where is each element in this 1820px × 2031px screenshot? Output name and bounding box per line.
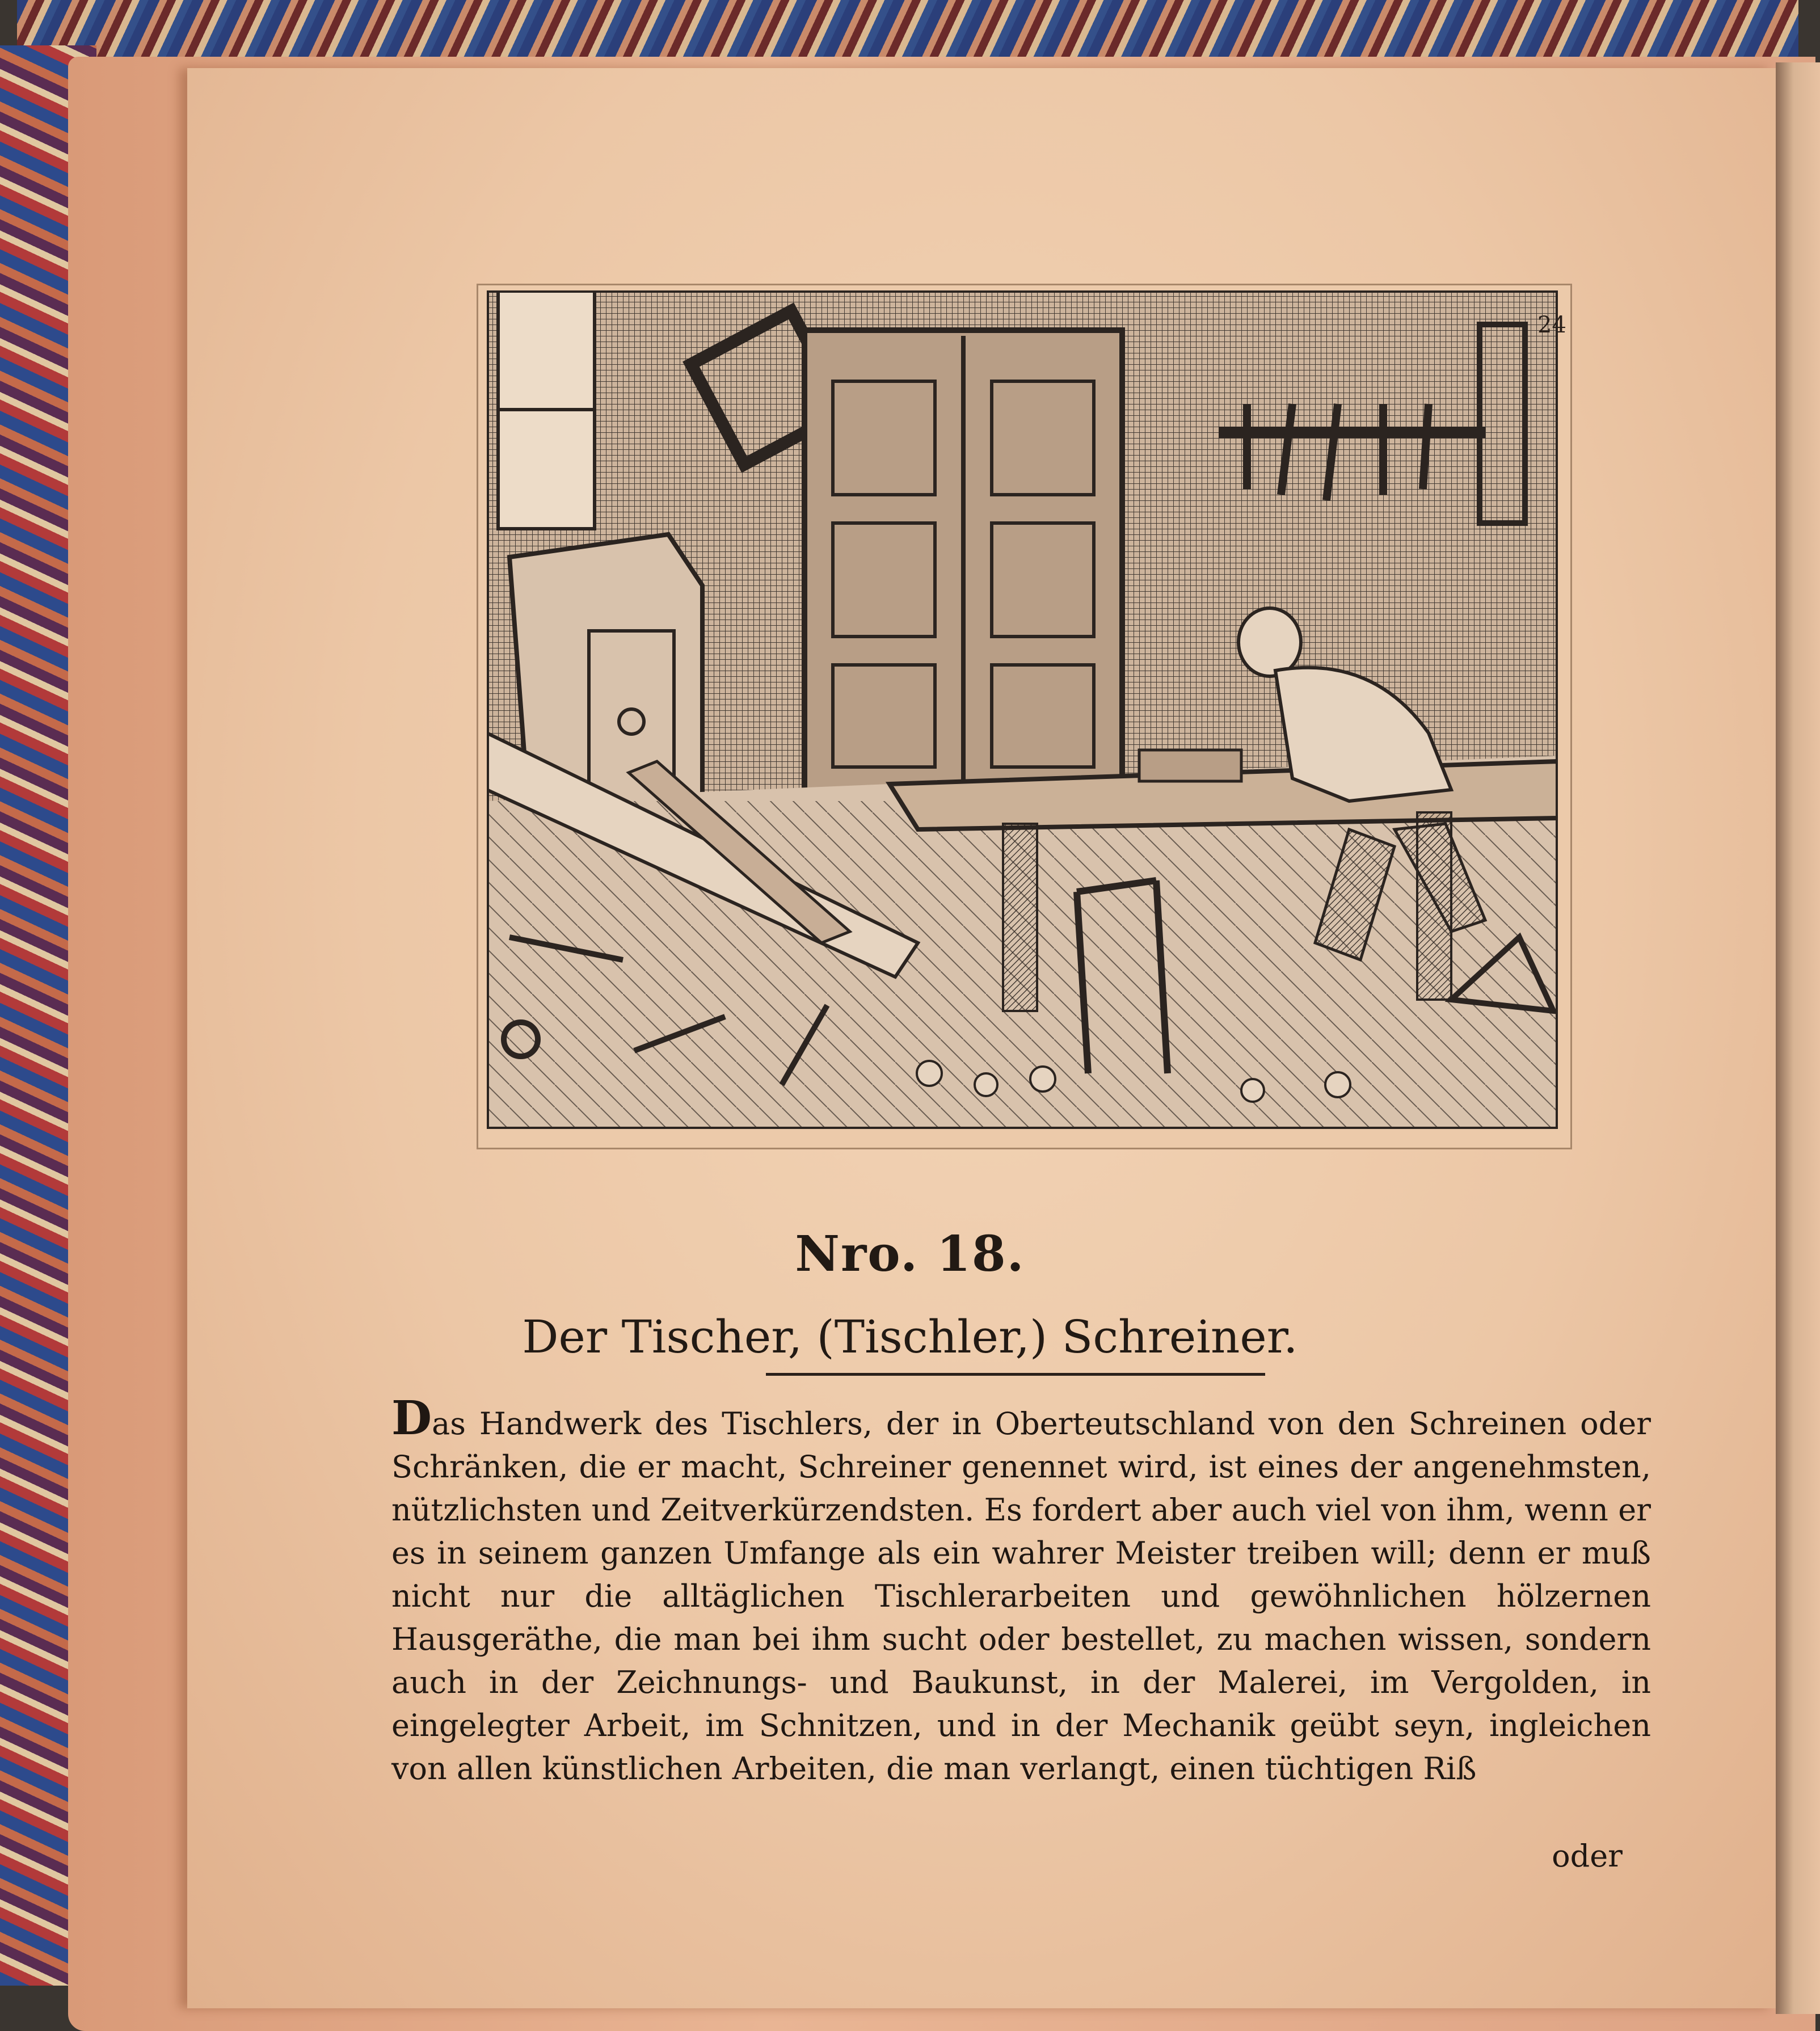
paragraph-text: as Handwerk des Tischlers, der in Oberteutschland von den Schreinen oder Schränken, die er macht, Schreiner genennet wird, ist eines der angenehmsten, nützlichsten und Zeitverkürzendsten. Es fordert aber auch viel von ihm, wenn er es in seinem ganzen Umfange als ein wahrer Meister treiben will; denn er muß nicht nur die alltäglichen Tischlerarbeiten und gewöhnlichen hölzernen Hausgeräthe, die man bei ihm sucht oder bestellet, zu machen wissen, sondern auch in der Zeichnungs- und Baukunst, in der Malerei, im Vergolden, in eingelegter Arbeit, im Schnitzen, und in der Mechanik geübt seyn, ingleichen von allen künstlichen Arbeiten, die man verlangt, einen tüchtigen Riß [391,1406,1651,1786]
facing-page-edge [1776,62,1820,2014]
carpenter-workshop-illustration [487,290,1558,1129]
drop-cap: D [391,1391,432,1446]
engraving-illustration [487,290,1558,1129]
chapter-number: Nro. 18. [795,1225,1025,1283]
plate-number: 24 [1537,312,1566,338]
title-underline [766,1373,1265,1376]
body-paragraph [391,1391,1651,1790]
catchword: oder [1552,1838,1623,1874]
chapter-title: Der Tischer, (Tischler,) Schreiner. [522,1311,1298,1363]
